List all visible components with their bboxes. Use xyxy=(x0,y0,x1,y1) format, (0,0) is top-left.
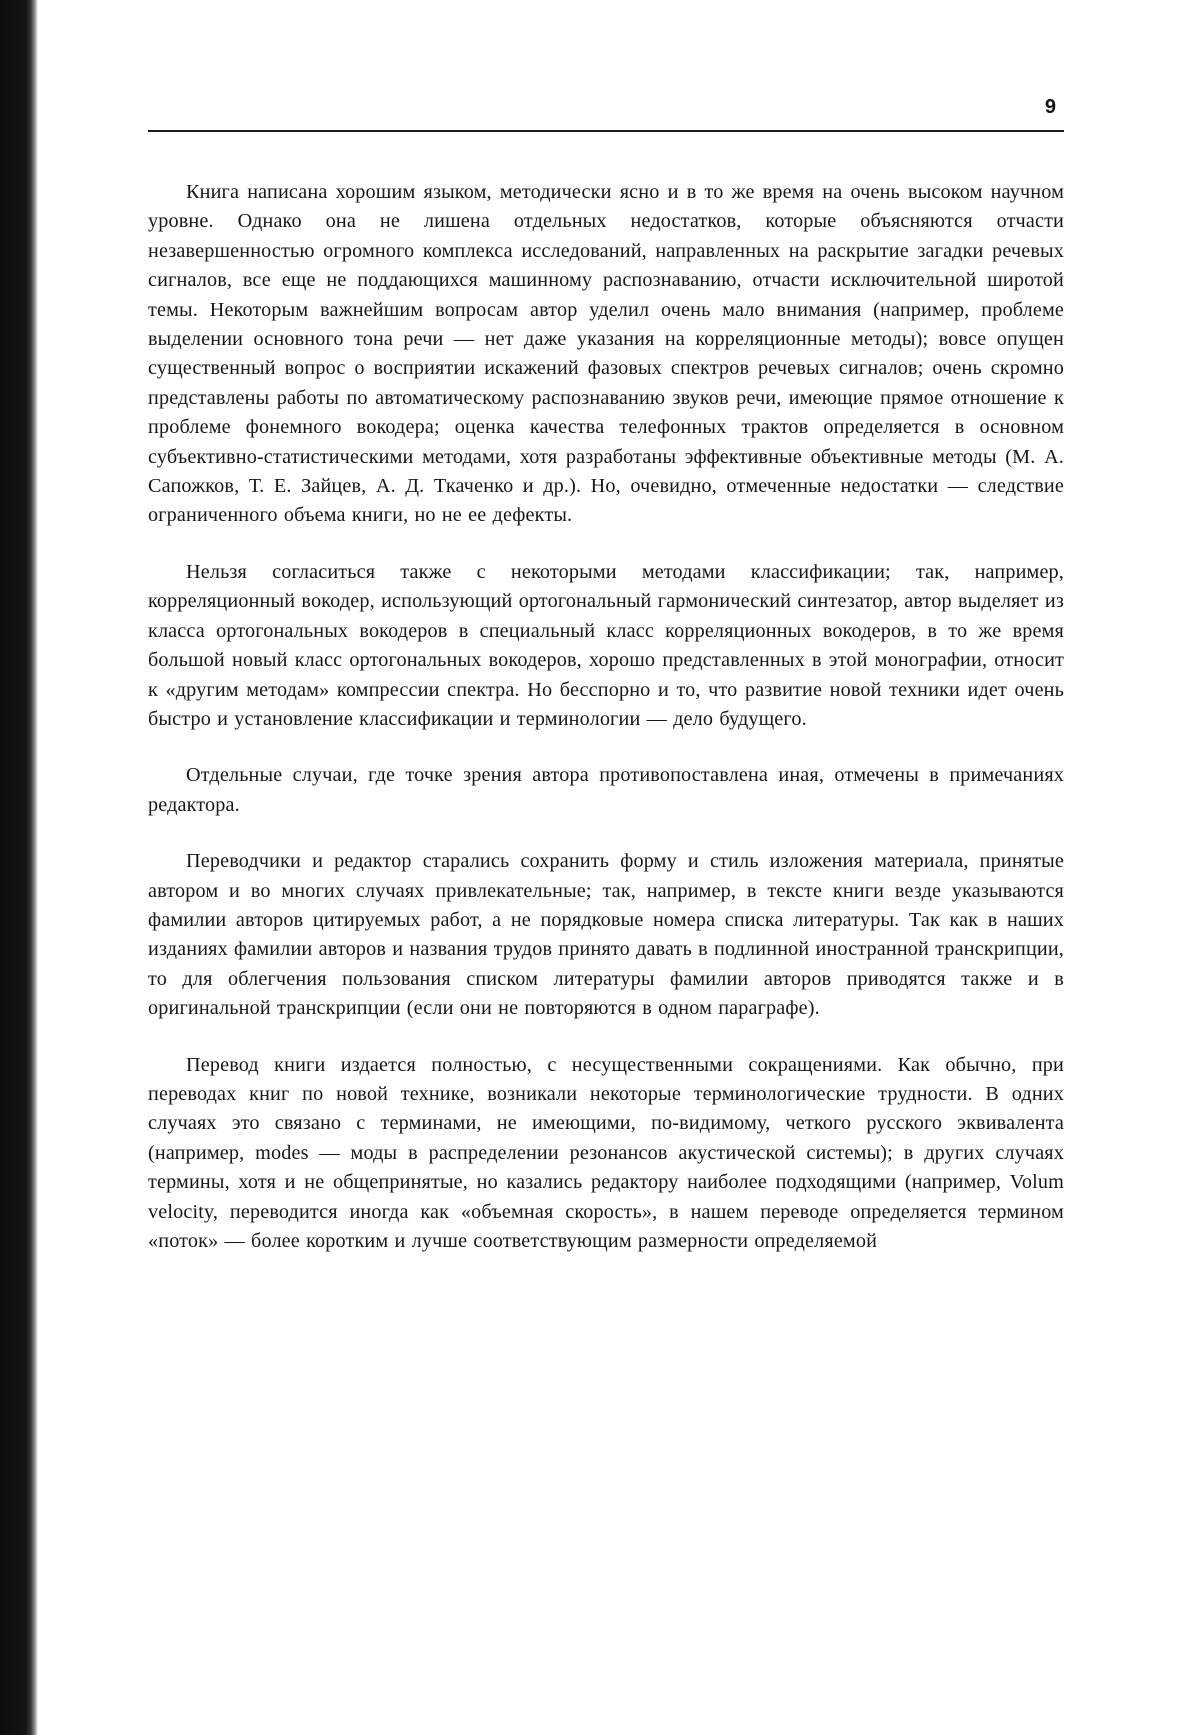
paragraph-classification: Нельзя согласиться также с некоторыми методами классификации; так, например, корреляционный вокодер, использующий ортогональный гармонический синтезатор, автор выделяет из класса ортогональных вокодеров в специальный класс корреляционных вокодеров, в то же время большой новый класс ортогональных вокодеров, хорошо представленных в этой монографии, относит к «другим методам» компрессии спектра. Но бесспорно и то, что развитие новой техники идет очень быстро и установление классификации и терминологии — дело будущего. xyxy=(148,560,1064,730)
paragraph-editor-notes: Отдельные случаи, где точке зрения автора противопоставлена иная, отмечены в примечаниях редактора. xyxy=(148,764,1064,816)
book-page xyxy=(148,0,1064,1735)
header-rule xyxy=(148,130,1064,132)
page-number: 9 xyxy=(1044,96,1056,118)
text-body xyxy=(148,178,1064,1283)
paragraph-terminology: Перевод книги издается полностью, с несущественными сокращениями. Как обычно, при переводах книг по новой технике, возникали некоторые терминологические трудности. В одних случаях это связано с терминами, не имеющими, по-видимому, четкого русского эквивалента (например, modes — моды в распределении резонансов акустической системы); в других случаях термины, хотя и не общепринятые, но казались редактору наиболее подходящими (например, Volum velocity, переводится иногда как «объемная скорость», в нашем переводе определяется термином «поток» — более коротким и лучше соответствующим размерности определяемой xyxy=(148,1053,1064,1252)
paragraph-translation-style: Переводчики и редактор старались сохранить форму и стиль изложения материала, принятые автором и во многих случаях привлекательные; так, например, в тексте книги везде указываются фамилии авторов цитируемых работ, а не порядковые номера списка литературы. Так как в наших изданиях фамилии авторов и названия трудов принято давать в подлинной иностранной транскрипции, то для облегчения пользования списком литературы фамилии авторов приводятся также и в оригинальной транскрипции (если они не повторяются в одном параграфе). xyxy=(148,850,1064,1020)
scan-binding-edge xyxy=(0,0,38,1735)
paragraph-review: Книга написана хорошим языком, методически ясно и в то же время на очень высоком научном уровне. Однако она не лишена отдельных недостатков, которые объясняются отчасти незавершенностью огромного комплекса исследований, направленных на раскрытие загадки речевых сигналов, все еще не поддающихся машинному распознаванию, отчасти исключительной широтой темы. Некоторым важнейшим вопросам автор уделил очень мало внимания (например, проблеме выделении основного тона речи — нет даже указания на корреляционные методы); вовсе опущен существенный вопрос о восприятии искажений фазовых спектров речевых сигналов; очень скромно представлены работы по автоматическому распознаванию звуков речи, имеющие прямое отношение к проблеме фонемного вокодера; оценка качества телефонных трактов определяется в основном субъективно-статистическими методами, хотя разработаны эффективные объективные методы (М. А. Сапожков, Т. Е. Зайцев, А. Д. Ткаченко и др.). Но, очевидно, отмеченные недостатки — следствие ограниченного объема книги, но не ее дефекты. xyxy=(148,181,1064,527)
